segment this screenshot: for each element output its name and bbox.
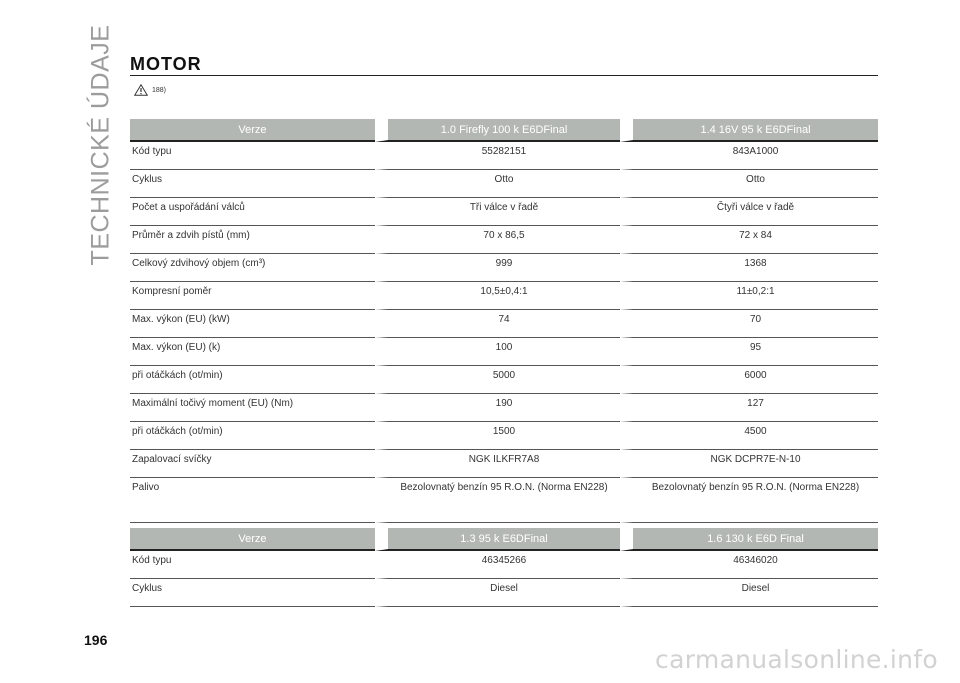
row-value: 55282151 — [375, 142, 620, 170]
row-value: 1368 — [620, 254, 878, 282]
page-number: 196 — [84, 632, 108, 648]
table-header-row — [130, 528, 878, 551]
table-header-row — [130, 119, 878, 142]
table-row — [130, 142, 878, 170]
table-row — [130, 450, 878, 478]
row-value: 5000 — [375, 366, 620, 394]
row-value: 95 — [620, 338, 878, 366]
table-row — [130, 366, 878, 394]
table-row — [130, 422, 878, 450]
row-value: Diesel — [375, 579, 620, 607]
row-value: Tři válce v řadě — [375, 198, 620, 226]
row-value: 6000 — [620, 366, 878, 394]
row-label: Kompresní poměr — [130, 282, 375, 310]
row-label: Zapalovací svíčky — [130, 450, 375, 478]
row-label: Kód typu — [130, 551, 375, 579]
header-version: Verze — [130, 528, 375, 551]
table-row — [130, 551, 878, 579]
table-row — [130, 254, 878, 282]
row-label: při otáčkách (ot/min) — [130, 422, 375, 450]
row-value: 4500 — [620, 422, 878, 450]
row-label: Maximální točivý moment (EU) (Nm) — [130, 394, 375, 422]
row-label: Průměr a zdvih pístů (mm) — [130, 226, 375, 254]
row-value: Diesel — [620, 579, 878, 607]
header-variant-1: 1.3 95 k E6DFinal — [375, 528, 620, 551]
heading-divider — [130, 75, 878, 76]
row-value: 843A1000 — [620, 142, 878, 170]
table-row — [130, 338, 878, 366]
row-label: Cyklus — [130, 170, 375, 198]
row-label: při otáčkách (ot/min) — [130, 366, 375, 394]
table-row — [130, 394, 878, 422]
row-value: Otto — [375, 170, 620, 198]
row-label: Počet a uspořádání válců — [130, 198, 375, 226]
table-row — [130, 170, 878, 198]
row-label: Palivo — [130, 478, 375, 523]
warning-reference — [134, 84, 166, 96]
row-label: Max. výkon (EU) (kW) — [130, 310, 375, 338]
row-value: 999 — [375, 254, 620, 282]
row-value: Otto — [620, 170, 878, 198]
header-variant-1: 1.0 Firefly 100 k E6DFinal — [375, 119, 620, 142]
row-value: 74 — [375, 310, 620, 338]
row-value: NGK DCPR7E-N-10 — [620, 450, 878, 478]
row-value: 70 x 86,5 — [375, 226, 620, 254]
engine-spec-table-petrol — [130, 119, 878, 523]
header-variant-2: 1.6 130 k E6D Final — [620, 528, 878, 551]
section-side-title-text: TECHNICKÉ ÚDAJE — [86, 24, 115, 266]
row-value: NGK ILKFR7A8 — [375, 450, 620, 478]
table-row — [130, 310, 878, 338]
table-row — [130, 579, 878, 607]
row-label: Kód typu — [130, 142, 375, 170]
row-value: 72 x 84 — [620, 226, 878, 254]
table-row — [130, 282, 878, 310]
row-value: Bezolovnatý benzín 95 R.O.N. (Norma EN228) — [620, 478, 878, 523]
row-label: Cyklus — [130, 579, 375, 607]
header-variant-2: 1.4 16V 95 k E6DFinal — [620, 119, 878, 142]
row-value: 127 — [620, 394, 878, 422]
table-row — [130, 478, 878, 523]
page-heading: MOTOR — [130, 54, 202, 74]
row-value: Bezolovnatý benzín 95 R.O.N. (Norma EN228) — [375, 478, 620, 523]
row-value: 1500 — [375, 422, 620, 450]
row-value: 100 — [375, 338, 620, 366]
row-value: Čtyři válce v řadě — [620, 198, 878, 226]
row-value: 11±0,2:1 — [620, 282, 878, 310]
engine-spec-table-diesel — [130, 528, 878, 607]
row-value: 10,5±0,4:1 — [375, 282, 620, 310]
table-row — [130, 226, 878, 254]
watermark: carmanualsonline.info — [655, 645, 938, 674]
table-row — [130, 198, 878, 226]
section-side-title — [84, 24, 118, 266]
warning-ref-number: 188) — [152, 86, 167, 94]
row-label: Celkový zdvihový objem (cm³) — [130, 254, 375, 282]
row-label: Max. výkon (EU) (k) — [130, 338, 375, 366]
row-value: 46346020 — [620, 551, 878, 579]
row-value: 46345266 — [375, 551, 620, 579]
warning-triangle-icon — [134, 84, 148, 96]
row-value: 190 — [375, 394, 620, 422]
header-version: Verze — [130, 119, 375, 142]
row-value: 70 — [620, 310, 878, 338]
